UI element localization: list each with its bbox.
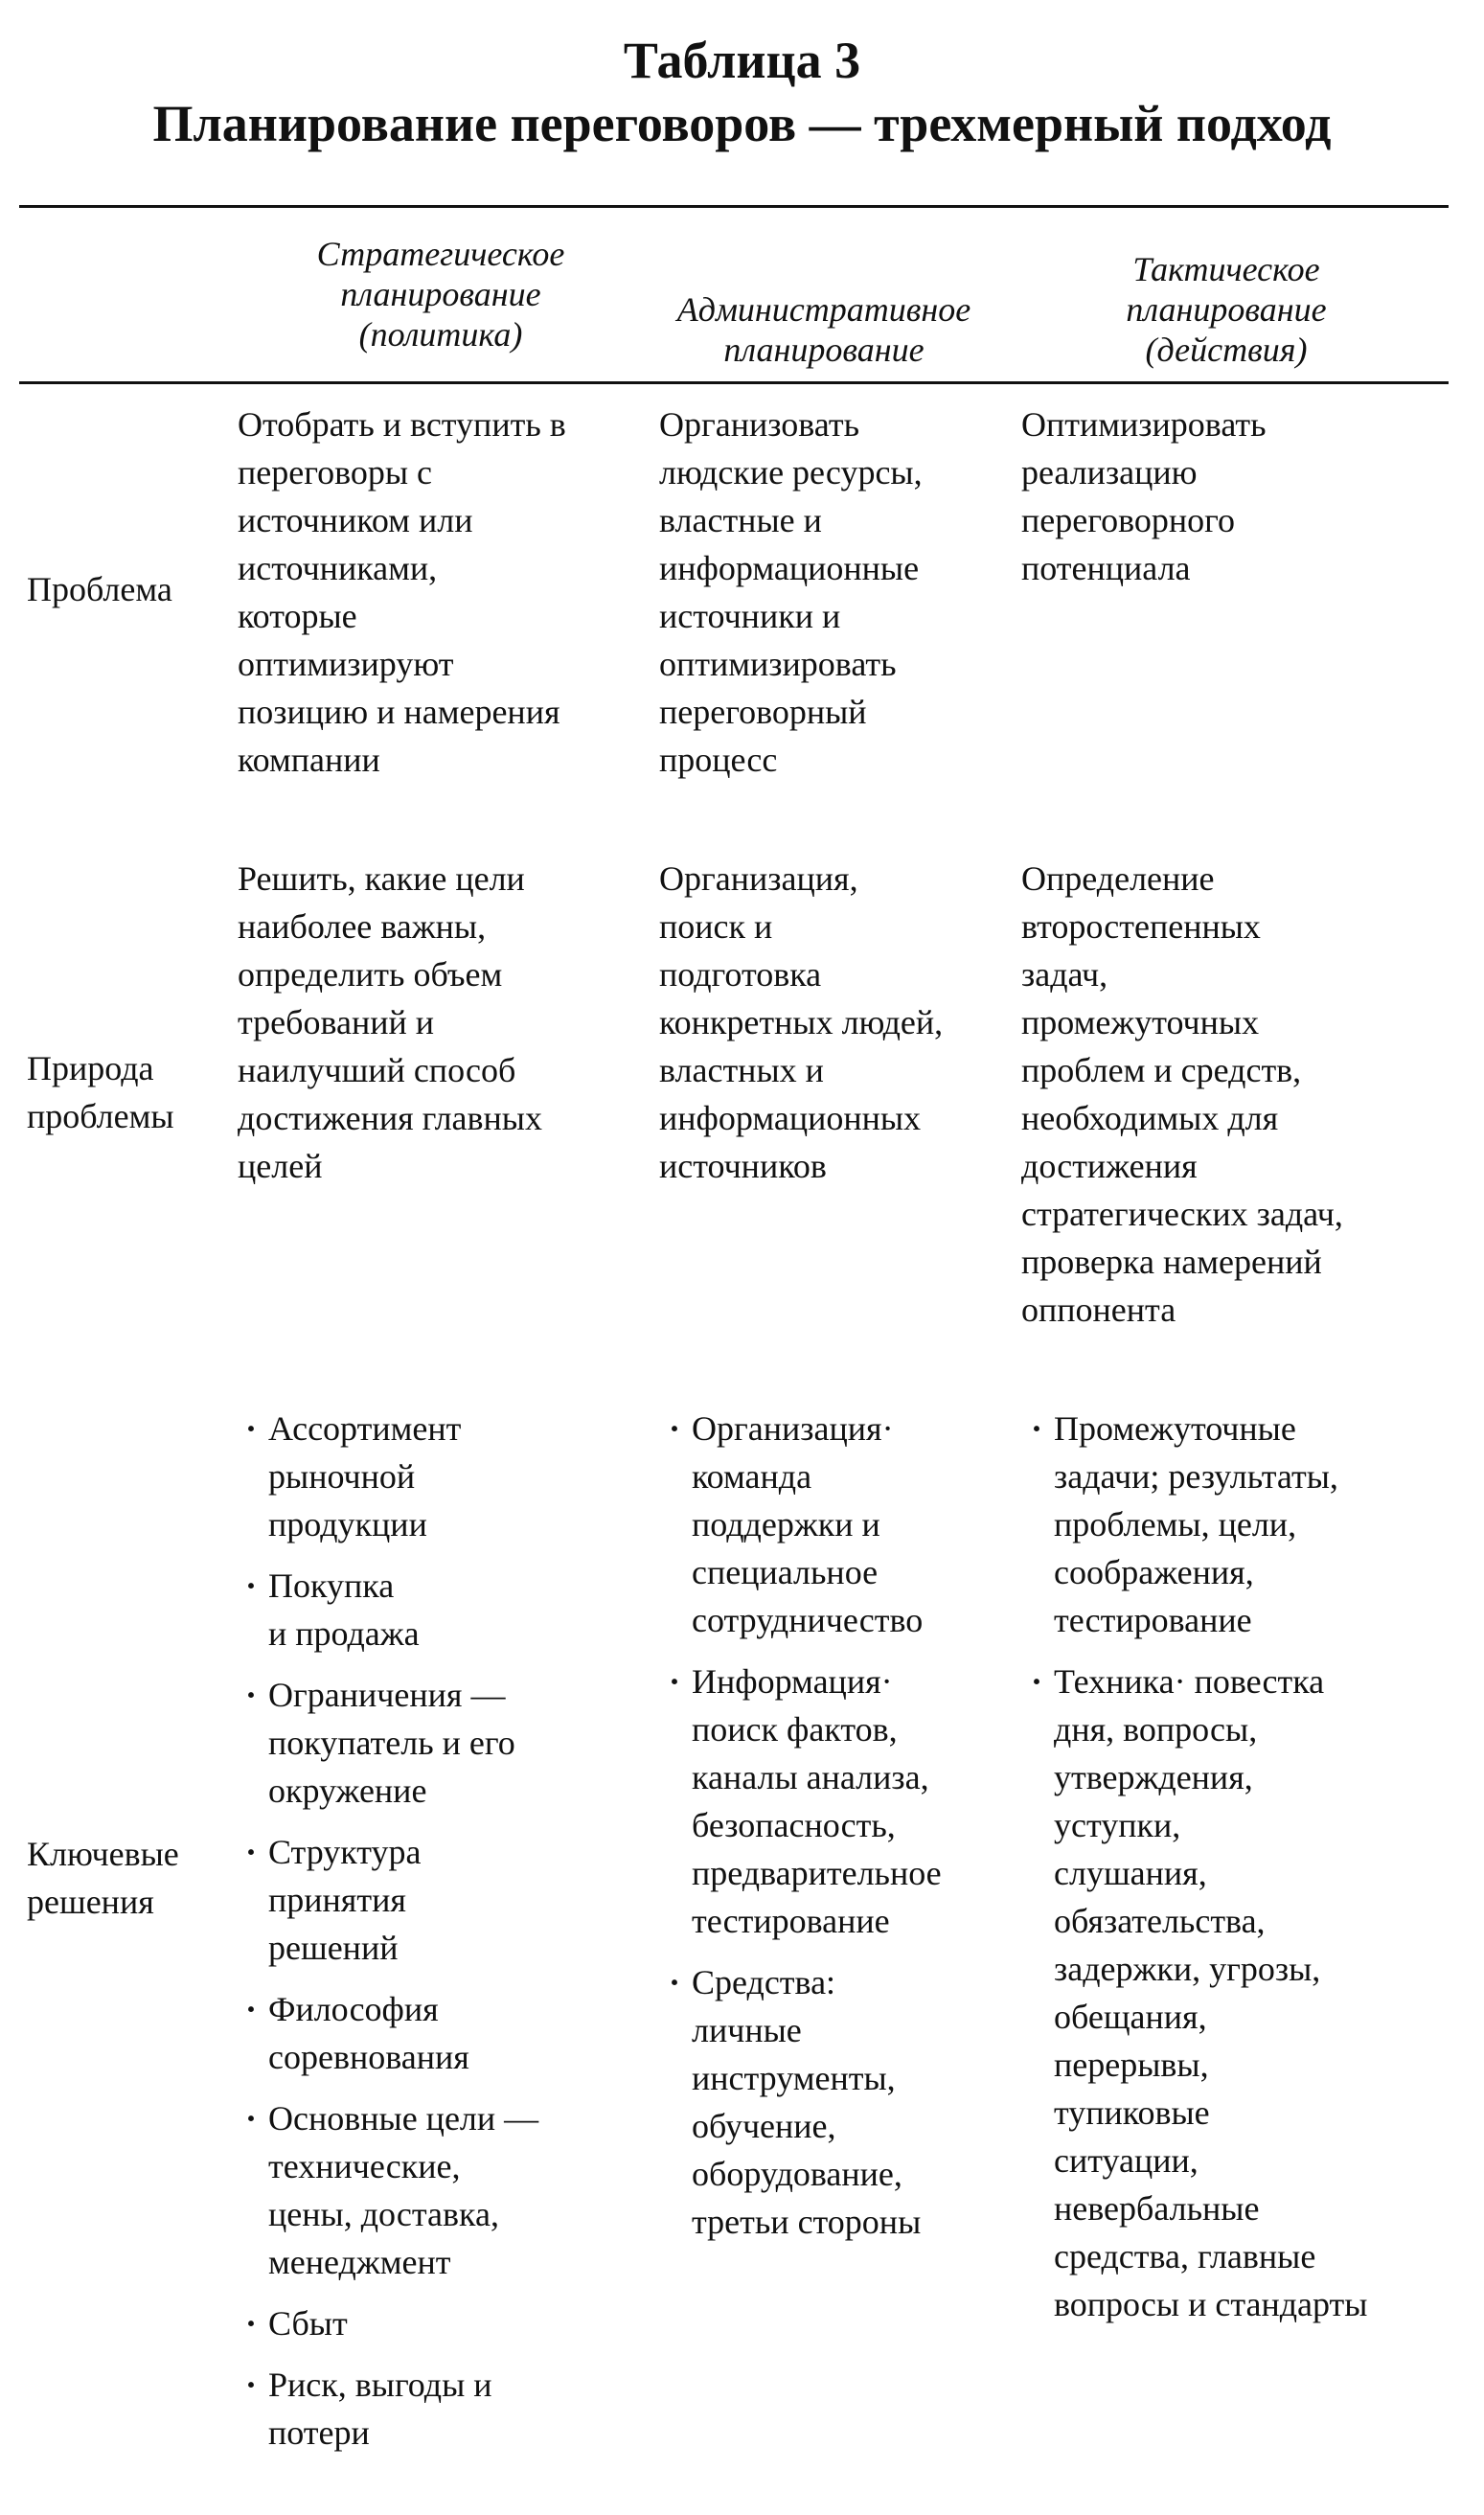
header-rule <box>19 381 1449 384</box>
list-item: · Средства: личные инструменты, обучение, оборудование, третьи стороны <box>663 1958 1027 2246</box>
list-item: · Риск, выгоды и потери <box>240 2361 642 2457</box>
list-item: · Сбыт <box>240 2299 642 2347</box>
list-item: · Промежуточные задачи; результаты, проблемы, цели, соображения, тестирование <box>1025 1405 1466 1644</box>
page-title <box>0 29 1484 155</box>
row-label-nature: Природа проблемы <box>27 1049 174 1135</box>
list-item: · Информация· поиск фактов, каналы анализа, безопасность, предварительное тестирование <box>663 1658 1027 1945</box>
list-item: · Организация· команда поддержки и специальное сотрудничество <box>663 1405 1027 1644</box>
list-key-tactical <box>1025 1405 1466 2342</box>
cell-problem-strategic: Отобрать и вступить в переговоры с источником или источниками, которые оптимизируют позицию и намерения компании <box>238 405 566 779</box>
list-key-administrative <box>663 1405 1027 2259</box>
table-title: Планирование переговоров — трехмерный подход <box>152 95 1332 152</box>
list-item: · Ограничения — покупатель и его окружение <box>240 1671 642 1815</box>
row-label-problem: Проблема <box>27 570 172 608</box>
cell-nature-tactical: Определение второстепенных задач, промежуточных проблем и средств, необходимых для достижения стратегических задач, проверка намерений оппонента <box>1021 859 1343 1329</box>
list-item: · Техника· повестка дня, вопросы, утверждения, уступки, слушания, обязательства, задержки, угрозы, обещания, перерывы, тупиковые ситуации, невербальные средства, главные вопросы и стандарты <box>1025 1658 1466 2328</box>
table-number: Таблица 3 <box>623 32 861 89</box>
list-item: · Философия соревнования <box>240 1985 642 2081</box>
list-item: · Ассортимент рыночной продукции <box>240 1405 642 1548</box>
list-key-strategic <box>240 1405 642 2470</box>
cell-problem-administrative: Организовать людские ресурсы, властные и информационные источники и оптимизировать переговорный процесс <box>659 405 923 779</box>
list-item: · Покупка и продажа <box>240 1562 642 1658</box>
cell-problem-tactical: Оптимизировать реализацию переговорного потенциала <box>1021 405 1267 587</box>
header-administrative: Административное планирование <box>676 290 971 369</box>
list-item: · Основные цели — технические, цены, доставка, менеджмент <box>240 2094 642 2286</box>
cell-nature-strategic: Решить, какие цели наиболее важны, определить объем требований и наилучший способ достижения главных целей <box>238 859 542 1185</box>
cell-nature-administrative: Организация, поиск и подготовка конкретных людей, властных и информационных источников <box>659 859 944 1185</box>
list-item: · Структура принятия решений <box>240 1828 642 1972</box>
row-label-key-decisions: Ключевые решения <box>27 1835 179 1921</box>
top-rule <box>19 205 1449 208</box>
header-tactical: Тактическое планирование (действия) <box>1126 250 1327 369</box>
header-strategic: Стратегическое планирование (политика) <box>316 235 565 354</box>
